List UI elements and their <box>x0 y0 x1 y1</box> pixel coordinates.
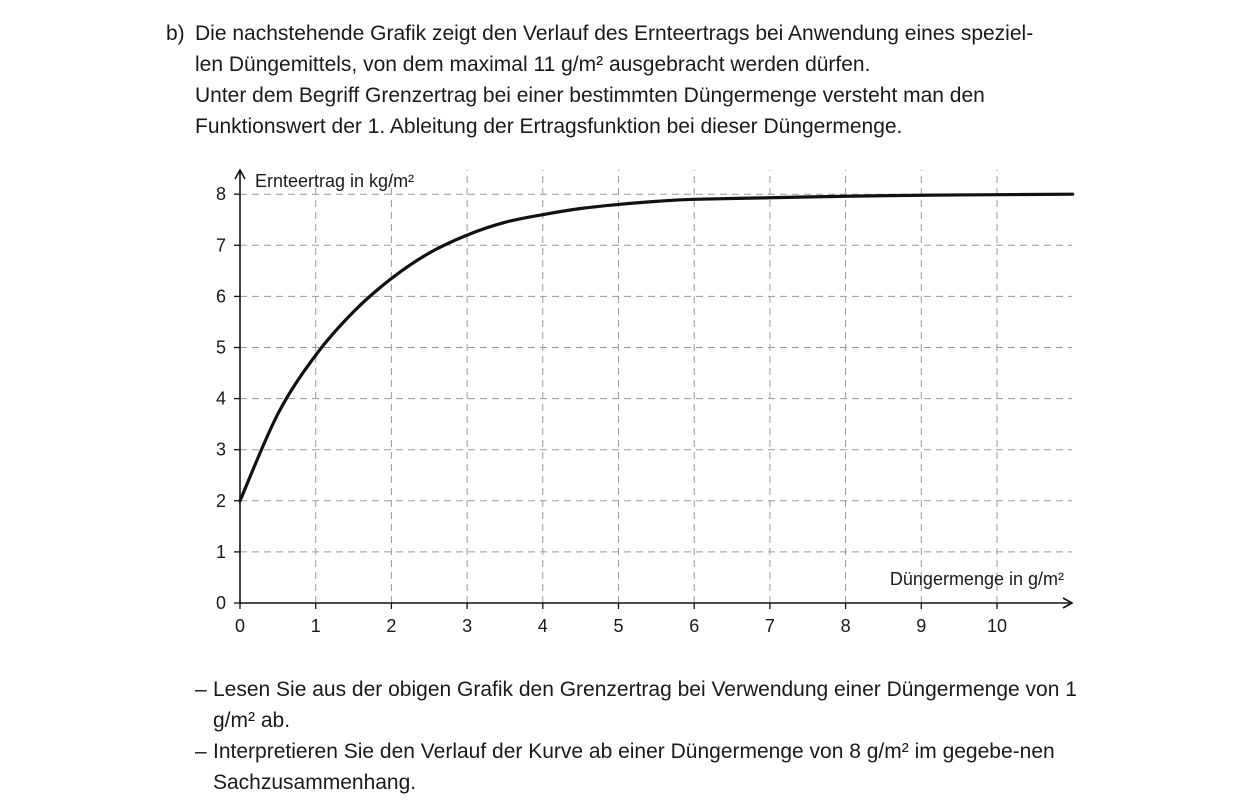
chart-axes <box>235 170 1072 608</box>
intro-line: Die nachstehende Grafik zeigt den Verlauf des Ernteertrags bei Anwendung eines speziel- <box>195 22 1034 45</box>
x-tick-label: 0 <box>234 616 246 636</box>
x-tick-label: 1 <box>310 616 321 636</box>
x-tick-label: 5 <box>613 616 624 636</box>
x-tick-label: 4 <box>537 616 548 636</box>
task-item: – Lesen Sie aus der obigen Grafik den Grenzertrag bei Verwendung einer Düngermenge von 1 g/m² ab. <box>195 674 1095 736</box>
y-tick-label: 8 <box>215 184 226 205</box>
y-tick-label: 1 <box>215 541 226 562</box>
y-tick-label: 3 <box>215 439 226 460</box>
x-tick-label: 6 <box>689 616 700 636</box>
y-axis-label: Ernteertrag in kg/m² <box>255 171 415 191</box>
x-axis-label: Düngermenge in g/m² <box>889 569 1064 589</box>
x-tick-label: 8 <box>840 616 851 636</box>
y-tick-label: 2 <box>215 490 226 511</box>
y-tick-label: 6 <box>215 286 226 307</box>
chart-ticks <box>216 184 1007 636</box>
intro-line: Funktionswert der 1. Ableitung der Ertragsfunktion bei dieser Düngermenge. <box>195 115 903 138</box>
task-list <box>195 674 1095 798</box>
task-label: b) <box>166 22 185 45</box>
y-tick-label: 4 <box>215 388 226 409</box>
x-tick-label: 2 <box>386 616 397 636</box>
x-tick-label: 9 <box>916 616 927 636</box>
y-tick-label: 0 <box>215 593 226 613</box>
task-item: – Interpretieren Sie den Verlauf der Kurve ab einer Düngermenge von 8 g/m² im gegebe-nen Sachzusammenhang. <box>195 736 1095 798</box>
x-tick-label: 3 <box>462 616 473 636</box>
chart-grid <box>240 170 1072 603</box>
intro-line: Unter dem Begriff Grenzertrag bei einer bestimmten Düngermenge versteht man den <box>195 84 985 107</box>
y-tick-label: 5 <box>215 337 226 358</box>
intro-line: len Düngemittels, von dem maximal 11 g/m² ausgebracht werden dürfen. <box>195 53 871 76</box>
y-tick-label: 7 <box>215 235 226 256</box>
x-tick-label: 7 <box>764 616 775 636</box>
x-tick-label: 10 <box>986 616 1008 636</box>
